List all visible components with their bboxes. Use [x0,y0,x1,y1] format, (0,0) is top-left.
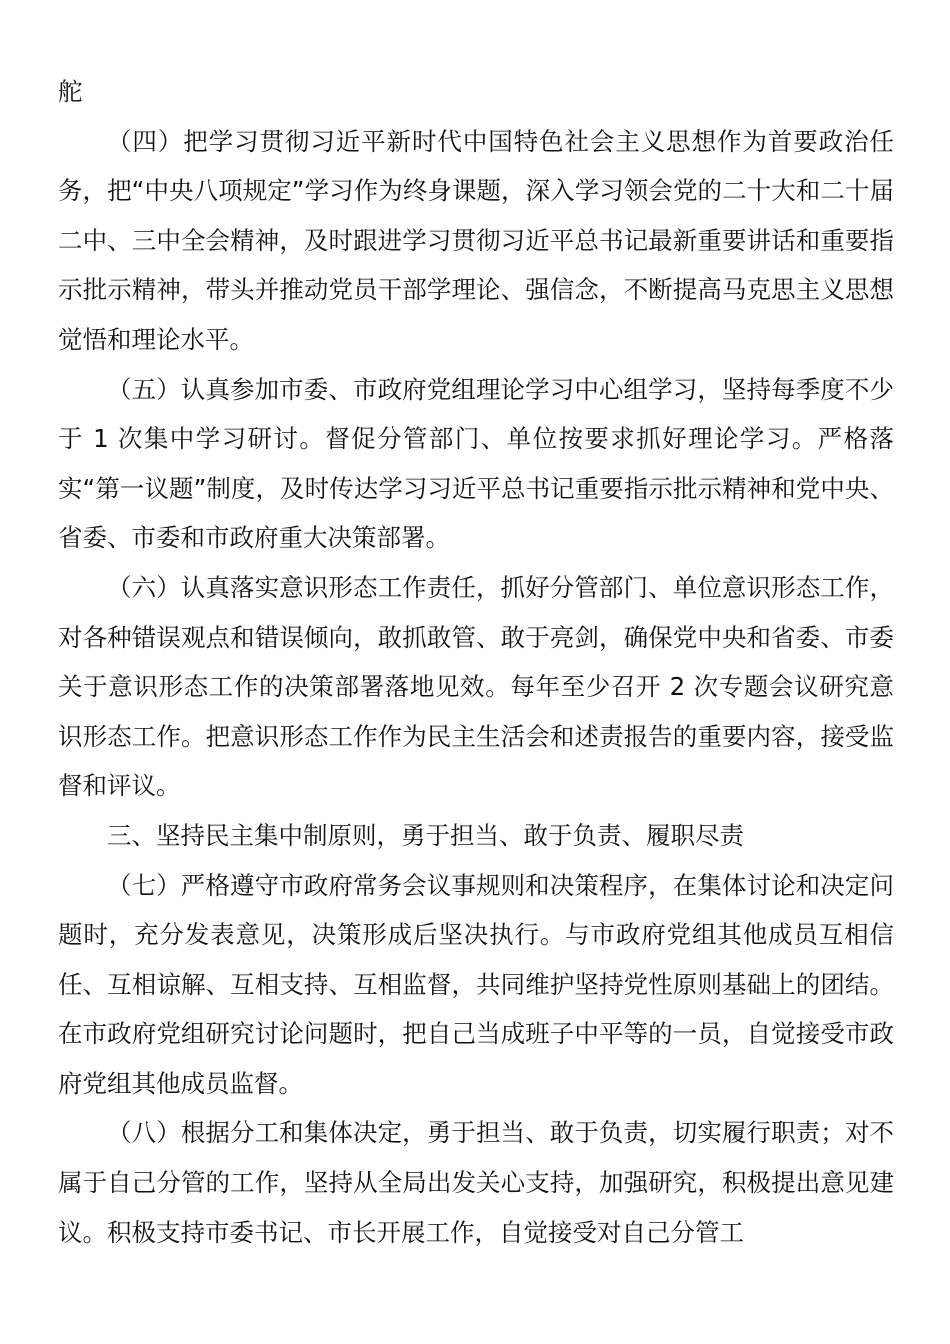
paragraph-continuation: 舵 [58,77,83,106]
paragraph-item-5: （五）认真参加市委、市政府党组理论学习中心组学习，坚持每季度不少于 1 次集中学习研讨。督促分管部门、单位按要求抓好理论学习。严格落实“第一议题”制度，及时传达学习习近平总书记重要指示批示精神和党中央、省委、市委和市政府重大决策部署。 [58,374,894,553]
paragraph-item-7: （七）严格遵守市政府常务会议事规则和决策程序，在集体讨论和决定问题时，充分发表意见，决策形成后坚决执行。与市政府党组其他成员互相信任、互相谅解、互相支持、互相监督，共同维护坚持党性原则基础上的团结。在市政府党组研究讨论问题时，把自己当成班子中平等的一员，自觉接受市政府党组其他成员监督。 [58,870,894,1098]
paragraph-item-8: （八）根据分工和集体决定，勇于担当、敢于负责，切实履行职责；对不属于自己分管的工作，坚持从全局出发关心支持，加强研究，积极提出意见建议。积极支持市委书记、市长开展工作，自觉接受对自己分管工 [58,1118,894,1247]
paragraph-item-6: （六）认真落实意识形态工作责任，抓好分管部门、单位意识形态工作，对各种错误观点和错误倾向，敢抓敢管、敢于亮剑，确保党中央和省委、市委关于意识形态工作的决策部署落地见效。每年至少召开 2 次专题会议研究意识形态工作。把意识形态工作作为民主生活会和述责报告的重要内容，接受监督和评议。 [58,572,894,801]
section-heading-3: 三、坚持民主集中制原则，勇于担当、敢于负责、履职尽责 [107,820,744,850]
paragraph-item-4: （四）把学习贯彻习近平新时代中国特色社会主义思想作为首要政治任务，把“中央八项规定”学习作为终身课题，深入学习领会党的二十大和二十届二中、三中全会精神，及时跟进学习贯彻习近平总书记最新重要讲话和重要指示批示精神，带头并推动党员干部学理论、强信念，不断提高马克思主义思想觉悟和理论水平。 [58,126,894,354]
